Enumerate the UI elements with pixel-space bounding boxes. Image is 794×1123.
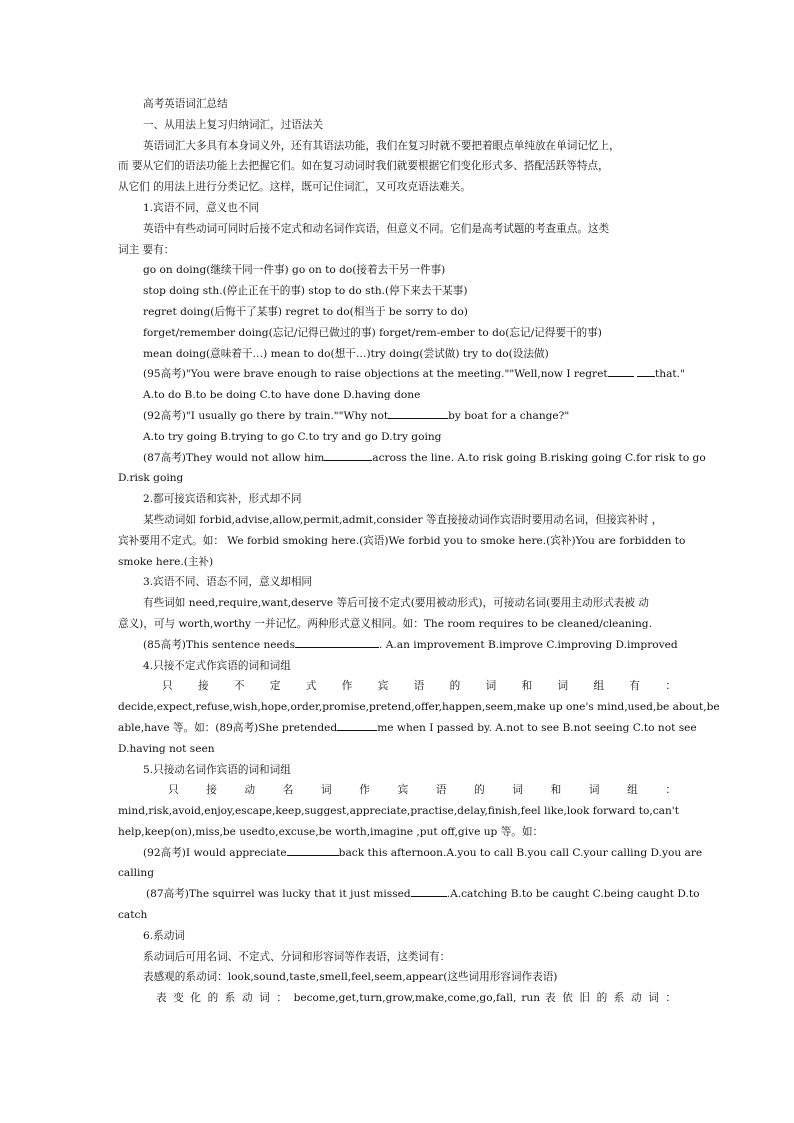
paragraph-line: 有些词如 need,require,want,deserve 等后可接不定式(要用被动形式)，可接动名词(要用主动形式表被 动 (143, 597, 649, 610)
subheading-1: 1.宾语不同，意义也不同 (143, 201, 260, 214)
paragraph-line: 宾补要用不定式。如： We forbid smoking here.(宾语)We forbid you to smoke here.(宾补)You are forbidden to (118, 534, 686, 547)
question-text: .A.catching B.to be caught C.being caught D.to (446, 888, 700, 901)
answer-options: calling (118, 867, 155, 880)
answer-blank (287, 844, 339, 856)
answer-blank (411, 885, 447, 897)
question-text: (85高考)This sentence needs (143, 638, 296, 651)
question-text: across the line. A.to risk going B.risking going C.for risk to go (372, 451, 706, 464)
intro-line: 从它们 的用法上进行分类记忆。这样，既可记住词汇，又可攻克语法难关。 (118, 181, 471, 194)
answer-blank (324, 449, 372, 461)
paragraph-line: 只 接 不 定 式 作 宾 语 的 词 和 词 组 有 ： (162, 680, 676, 693)
paragraph-line: 英语中有些动词可同时后接不定式和动名词作宾语，但意义不同。它们是高考试题的考查重点。这类 (143, 222, 610, 235)
subheading-2: 2.都可接宾语和宾补，形式却不同 (143, 493, 302, 506)
exam-question (118, 718, 697, 739)
exam-question (118, 448, 706, 469)
subheading-4: 4.只接不定式作宾语的词和词组 (143, 659, 291, 672)
answer-options: D.having not seen (118, 742, 215, 755)
subheading-5: 5.只接动名词作宾语的词和词组 (143, 763, 291, 776)
question-text: (95高考)"You were brave enough to raise objections at the meeting.""Well,now I regret (143, 368, 608, 381)
section-heading: 一、从用法上复习归纳词汇，过语法关 (143, 118, 324, 131)
document-title: 高考英语词汇总结 (143, 98, 228, 110)
answer-options: A.to try going B.trying to go C.to try and go D.try going (143, 430, 442, 443)
verb-pair: go on doing(继续干同一件事) go on to do(接着去干另一件事) (143, 264, 446, 277)
exam-question (118, 406, 676, 427)
question-text: me when I passed by. A.not to see B.not seeing C.to not see (377, 721, 697, 734)
question-text: (87高考)They would not allow him (143, 451, 325, 464)
verb-pair: forget/remember doing(忘记/记得已做过的事) forget/rem-ember to do(忘记/记得要干的事) (143, 326, 602, 339)
answer-options: A.to do B.to be doing C.to have done D.having done (143, 389, 421, 402)
question-text: that." (654, 368, 685, 381)
paragraph-line: smoke here.(主补) (118, 555, 214, 568)
paragraph-line: 系动词后可用名词、不定式、分词和形容词等作表语，这类词有： (143, 950, 451, 963)
paragraph-line: 只 接 动 名 词 作 宾 语 的 词 和 词 组 ： (168, 784, 676, 797)
exam-question (118, 884, 700, 905)
question-text: (92高考)"I usually go there by train.""Why not (143, 409, 389, 422)
paragraph-line: 词主 要有： (118, 243, 175, 256)
answer-options: catch (118, 909, 148, 922)
answer-blank (295, 636, 379, 648)
question-text: . A.an improvement B.improve C.improving D.improved (379, 638, 678, 651)
paragraph-line: 表 变 化 的 系 动 词 ： become,get,turn,grow,make,come,go,fall, run 表 依 旧 的 系 动 词 ： (156, 992, 676, 1005)
question-text: by boat for a change?" (448, 409, 570, 422)
verb-pair: stop doing sth.(停止正在干的事) stop to do sth.(停下来去干某事) (143, 285, 468, 298)
document-page (118, 94, 720, 1009)
paragraph-line: 某些动词如 forbid,advise,allow,permit,admit,consider 等直接接动词作宾语时要用动名词，但接宾补时 ， (143, 513, 663, 526)
verb-pair: mean doing(意味着干…) mean to do(想干…)try doing(尝试做) try to do(设法做) (143, 347, 549, 360)
paragraph-line: mind,risk,avoid,enjoy,escape,keep,suggest,appreciate,practise,delay,finish,feel like,look forward to,can't (118, 805, 679, 818)
intro-line: 英语词汇大多具有本身词义外，还有其语法功能，我们在复习时就不要把着眼点单纯放在单词记忆上， (143, 139, 620, 152)
exam-question (118, 364, 685, 385)
question-text: back this afternoon.A.you to call B.you call C.your calling D.you are (338, 846, 703, 859)
paragraph-line: help,keep(on),miss,be usedto,excuse,be worth,imagine ,put off,give up 等。如： (118, 825, 544, 838)
question-text: (87高考)The squirrel was lucky that it just missed (146, 888, 411, 901)
answer-blank (388, 407, 448, 419)
paragraph-line: 意义)，可与 worth,worthy 一并记忆。两种形式意义相同。如：The room requires to be cleaned/cleaning. (118, 617, 652, 630)
paragraph-line: 表感观的系动词：look,sound,taste,smell,feel,seem,appear(这些词用形容词作表语) (143, 971, 558, 984)
verb-pair: regret doing(后悔干了某事) regret to do(相当于 be sorry to do) (143, 305, 468, 318)
paragraph-line: decide,expect,refuse,wish,hope,order,promise,pretend,offer,happen,seem,make up one's mind,used,be about,be (118, 701, 720, 714)
intro-line: 而 要从它们的语法功能上去把握它们。如在复习动词时我们就要根据它们变化形式多、搭配活跃等特点， (118, 160, 609, 173)
question-text: able,have 等。如：(89高考)She pretended (118, 721, 338, 734)
answer-blank (637, 365, 655, 377)
subheading-3: 3.宾语不同、语态不同，意义却相同 (143, 576, 313, 589)
exam-question (118, 635, 676, 656)
subheading-6: 6.系动词 (143, 929, 185, 942)
answer-blank (337, 719, 377, 731)
question-text: (92高考)I would appreciate (143, 846, 287, 859)
answer-options: D.risk going (118, 472, 184, 485)
exam-question (118, 843, 703, 864)
answer-blank (608, 365, 634, 377)
